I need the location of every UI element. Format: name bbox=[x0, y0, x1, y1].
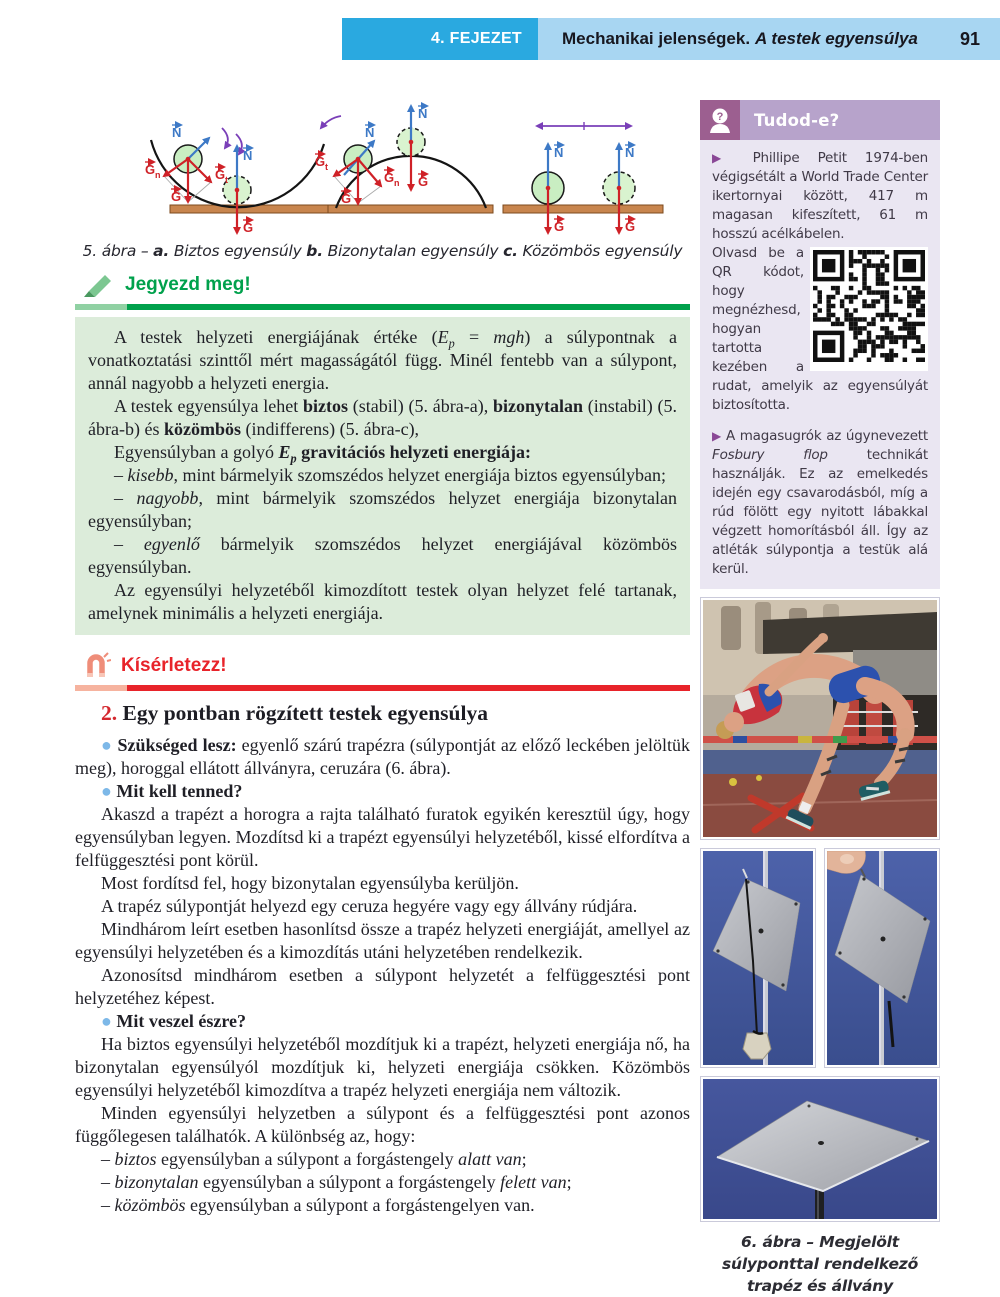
note-rule bbox=[75, 304, 690, 310]
vector-sub-n: n bbox=[394, 178, 400, 188]
experiment-paragraph: – közömbös egyensúlyban a súlypont a forgástengelyen van. bbox=[101, 1195, 535, 1215]
experiment-paragraph: ● Mit veszel észre? bbox=[101, 1011, 246, 1031]
chapter-tab bbox=[342, 18, 538, 60]
experiment-paragraph: Minden egyensúlyi helyzetben a súlypont és a felfüggesztési pont azonos függőlegesen találhatók. A különbség az, hogy: bbox=[75, 1103, 690, 1146]
know-box bbox=[700, 140, 940, 589]
vector-label-G: G bbox=[171, 189, 182, 204]
figure5-equilibrium-diagrams bbox=[75, 100, 690, 240]
qr-code bbox=[810, 247, 928, 371]
vector-label-G: G bbox=[625, 219, 636, 234]
page-header-bar bbox=[538, 18, 1000, 60]
main-column bbox=[75, 100, 690, 1217]
experiment-rule bbox=[75, 685, 690, 691]
experiment-paragraph: ● Mit kell tenned? bbox=[101, 781, 243, 801]
note-paragraph: Az egyensúlyi helyzetéből kimozdított testek olyan helyzet felé tartanak, amelynek minimális a helyzeti energiája. bbox=[88, 580, 677, 623]
vector-label-N: N bbox=[172, 125, 182, 140]
vector-label-G: G bbox=[341, 191, 352, 206]
experiment-paragraph: ● Szükséged lesz: egyenlő szárú trapézra (súlypontját az előző leckében jelöltük meg), horoggal ellátott állványra, ceruzára (6. ábra). bbox=[75, 735, 691, 778]
figure5-diagram-b bbox=[315, 106, 493, 213]
note-paragraph: – kisebb, mint bármelyik szomszédos helyzet energiája biztos egyensúlyban; bbox=[114, 465, 667, 485]
note-paragraph: – nagyobb, mint bármelyik szomszédos helyzet energiája bizonytalan egyensúlyban; bbox=[88, 488, 678, 531]
note-paragraph: – egyenlő bármelyik szomszédos helyzet energiájával közömbös egyensúlyban. bbox=[88, 534, 678, 577]
experiment-paragraph: Mindhárom leírt esetben hasonlítsd össze a trapéz helyzeti energiáját, amellyel az egyensúlyi helyzetében és a kimozdítás utáni helyzetében rendelkezik. bbox=[75, 919, 690, 962]
section-title: 2. Egy pontban rögzített testek egyensúlya bbox=[101, 701, 488, 725]
bullet-dot-icon: ● bbox=[101, 735, 118, 755]
chapter-label: 4. FEJEZET bbox=[430, 30, 522, 47]
bullet-dot-icon: ● bbox=[101, 781, 117, 801]
vector-sub-t: t bbox=[325, 162, 328, 172]
vector-label-G: G bbox=[145, 162, 156, 177]
photo-trapez-balanced bbox=[700, 1076, 940, 1222]
experiment-heading-label: Kísérletezz! bbox=[121, 655, 227, 676]
qr-code-modules bbox=[813, 250, 925, 368]
arrow-bullet-icon: ▶ bbox=[712, 151, 753, 165]
vector-label-N: N bbox=[418, 106, 428, 121]
note-paragraph: A testek egyensúlya lehet biztos (stabil) (5. ábra-a), bizonytalan (instabil) (5. ábra-b) és közömbös (indifferens) (5. ábra-c), bbox=[88, 396, 677, 439]
arrow-bullet-icon: ▶ bbox=[712, 429, 726, 443]
experiment-paragraph: – bizonytalan egyensúlyban a súlypont a forgástengely felett van; bbox=[101, 1172, 572, 1192]
vector-label-N: N bbox=[243, 148, 253, 163]
know-paragraph: Olvasd be a QR kódot, hogy megnézhesd, hogyan tartotta kezében a rudat, amelyik az egyensúlyát biztosította. bbox=[712, 245, 928, 413]
magnet-icon bbox=[81, 651, 111, 681]
sidebar bbox=[700, 100, 940, 1297]
photo-trapez-plumb bbox=[700, 848, 816, 1068]
vector-label-G: G bbox=[215, 167, 226, 182]
figure5-diagram-a bbox=[145, 125, 332, 235]
know-heading-label: Tudod-e? bbox=[754, 110, 840, 130]
vector-label-G: G bbox=[418, 174, 429, 189]
note-heading-label: Jegyezd meg! bbox=[125, 274, 251, 295]
experiment-paragraph: – biztos egyensúlyban a súlypont a forgástengely alatt van; bbox=[101, 1149, 527, 1169]
header-title-italic: A testek egyensúlya bbox=[755, 29, 918, 48]
note-paragraph: A testek helyzeti energiájának értéke $(E_p = mgh)$ a súlypontnak a vonatkoztatási szinttől mért magasságától függ. Minél fentebb van a súlypont, annál nagyobb a helyzeti energia. bbox=[88, 327, 677, 393]
vector-sub-n: n bbox=[155, 170, 161, 180]
know-paragraph: ▶ A magasugrók az úgynevezett Fosbury flop technikát használják. Ez az emelkedés idején egy csavarodásból, míg a rúd fölött egy nyitott lábakkal végzett homorításból áll. Így az atléták súlypontja a testük alá kerül. bbox=[712, 428, 928, 577]
page-number: 91 bbox=[959, 28, 980, 49]
know-paragraph: ▶ Phillipe Petit 1974-ben végigsétált a World Trade Center ikertornyai között, 417 m magasan kifeszített, 61 m hosszú acélkábelen. bbox=[712, 150, 928, 242]
vector-label-G: G bbox=[243, 220, 254, 235]
photo-trapez-finger bbox=[824, 848, 940, 1068]
vector-label-N: N bbox=[554, 145, 564, 160]
vector-label-G: G bbox=[315, 154, 326, 169]
vector-label-G: G bbox=[554, 219, 565, 234]
experiment-paragraph: Akaszd a trapézt a horogra a rajta található furatok egyikén keresztül úgy, hogy egyensúlyban legyen. Mozdítsd ki a trapézt egyensúlyi helyzetéből, kissé elfordítva a felfüggesztési pont körül. bbox=[75, 804, 690, 870]
question-person-icon bbox=[700, 100, 740, 140]
note-paragraph: Egyensúlyban a golyó $E_p$ gravitációs helyzeti energiája: bbox=[114, 442, 532, 466]
header-title: Mechanikai jelenségek. bbox=[562, 29, 751, 48]
experiment-paragraph: Most fordítsd fel, hogy bizonytalan egyensúlyba kerüljön. bbox=[101, 873, 519, 893]
vector-label-N: N bbox=[625, 145, 635, 160]
svg-text:?: ? bbox=[716, 111, 724, 123]
figure6-caption: 6. ábra – Megjelölt súlyponttal rendelkező trapéz és állvány bbox=[721, 1233, 919, 1295]
photo-high-jumper bbox=[700, 597, 940, 840]
vector-label-N: N bbox=[365, 125, 375, 140]
experiment-paragraph: Ha biztos egyensúlyi helyzetéből mozdítjuk ki a trapézt, helyzeti energiája nő, ha bizonytalan egyensúlyól mozdítjuk ki, helyzeti energiája csökken. Közömbös egyensúlyi helyzetéből kimozdítva a trapéz helyzeti energiája nem változik. bbox=[75, 1034, 690, 1100]
figure5-caption: 5. ábra – a. Biztos egyensúly b. Bizonytalan egyensúly c. Közömbös egyensúly bbox=[82, 242, 683, 260]
note-heading bbox=[81, 270, 690, 300]
experiment-body bbox=[75, 734, 690, 1217]
experiment-paragraph: A trapéz súlypontját helyezd egy ceruza hegyére vagy egy állvány rúdjára. bbox=[101, 896, 638, 916]
know-heading bbox=[700, 100, 940, 140]
figure5-diagram-c bbox=[503, 122, 663, 234]
vector-sub-t: t bbox=[225, 175, 228, 185]
experiment-heading bbox=[81, 651, 690, 681]
bullet-dot-icon: ● bbox=[101, 1011, 117, 1031]
experiment-paragraph: Azonosítsd mindhárom esetben a súlypont helyzetét a felfüggesztési pont helyzetéhez képest. bbox=[75, 965, 690, 1008]
pencil-icon bbox=[81, 270, 115, 300]
vector-label-G: G bbox=[384, 170, 395, 185]
note-box bbox=[75, 317, 690, 635]
